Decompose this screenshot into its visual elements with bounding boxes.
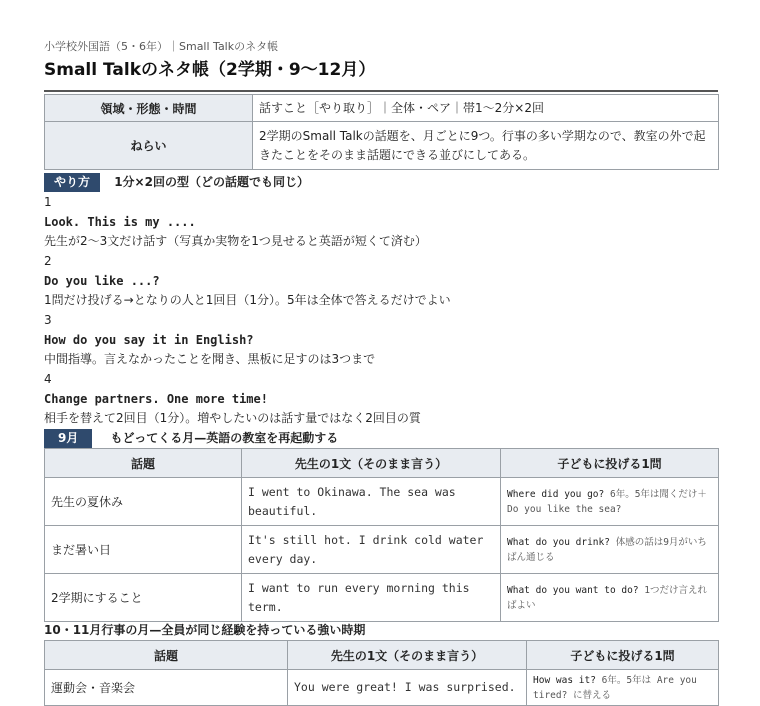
teacher-line-cell: You were great! I was surprised. [288, 670, 527, 706]
step-number: 2 [44, 254, 52, 268]
teacher-line-cell: It's still hot. I drink cold water every day. [242, 526, 501, 574]
question-text: Where did you go? [507, 488, 605, 500]
column-header: 子どもに投げる1問 [501, 449, 719, 478]
page-title: Small Talkのネタ帳（2学期・9〜12月） [44, 60, 376, 80]
question-cell [501, 526, 719, 574]
topic-cell: 2学期にすること [45, 574, 242, 622]
breadcrumb: 小学校外国語（5・6年）｜Small Talkのネタ帳 [44, 40, 279, 53]
info-row [45, 95, 719, 122]
topic-cell: まだ暑い日 [45, 526, 242, 574]
question-cell [501, 574, 719, 622]
info-value: 話すこと［やり取り］｜全体・ペア｜帯1〜2分×2回 [253, 95, 719, 122]
step-english: How do you say it in English? [44, 333, 254, 347]
question-note: 6年。5年は聞くだけ＋Do you like the sea? [507, 488, 707, 515]
table-row [45, 478, 719, 526]
octnov-heading: 10・11月行事の月—全員が同じ経験を持っている強い時期 [44, 623, 366, 637]
step-english: Change partners. One more time! [44, 392, 268, 406]
question-note: 体感の話は9月がいちばん通じる [507, 536, 707, 563]
topic-cell: 運動会・音楽会 [45, 670, 288, 706]
howto-section-header [44, 173, 309, 192]
question-note: 6年。5年は Are you tired? に替える [533, 674, 697, 701]
table-row [45, 526, 719, 574]
table-header-row [45, 641, 719, 670]
step-item [44, 310, 451, 369]
september-section-header [44, 429, 338, 448]
september-heading: もどってくる月—英語の教室を再起動する [110, 431, 339, 445]
step-note: 先生が2〜3文だけ話す（写真か実物を1つ見せると英語が短くて済む） [44, 234, 427, 248]
column-header: 話題 [45, 641, 288, 670]
column-header: 話題 [45, 449, 242, 478]
teacher-line-cell: I went to Okinawa. The sea was beautiful. [242, 478, 501, 526]
column-header: 先生の1文（そのまま言う） [242, 449, 501, 478]
step-english: Do you like ...? [44, 274, 160, 288]
info-key: ねらい [45, 122, 253, 170]
table-row [45, 574, 719, 622]
info-table [44, 94, 719, 170]
info-row [45, 122, 719, 170]
step-note: 中間指導。言えなかったことを聞き、黒板に足すのは3つまで [44, 352, 376, 366]
question-text: What do you drink? [507, 536, 610, 548]
september-tag: 9月 [44, 429, 92, 448]
step-item [44, 192, 451, 251]
question-cell [501, 478, 719, 526]
title-divider [44, 90, 718, 92]
howto-steps [44, 192, 451, 428]
step-item [44, 369, 451, 428]
octnov-table [44, 640, 719, 706]
step-number: 1 [44, 195, 52, 209]
september-table [44, 448, 719, 622]
howto-heading: 1分×2回の型（どの話題でも同じ） [114, 175, 309, 189]
step-note: 相手を替えて2回目（1分）。増やしたいのは話す量ではなく2回目の質 [44, 411, 421, 425]
column-header: 子どもに投げる1問 [527, 641, 719, 670]
question-note: 1つだけ言えればよい [507, 584, 708, 611]
step-note: 1問だけ投げる→となりの人と1回目（1分）。5年は全体で答えるだけでよい [44, 293, 451, 307]
table-header-row [45, 449, 719, 478]
question-text: How was it? [533, 674, 596, 686]
column-header: 先生の1文（そのまま言う） [288, 641, 527, 670]
step-item [44, 251, 451, 310]
topic-cell: 先生の夏休み [45, 478, 242, 526]
step-number: 4 [44, 372, 52, 386]
question-cell [527, 670, 719, 706]
howto-tag: やり方 [44, 173, 100, 192]
question-text: What do you want to do? [507, 584, 639, 596]
teacher-line-cell: I want to run every morning this term. [242, 574, 501, 622]
info-key: 領域・形態・時間 [45, 95, 253, 122]
step-number: 3 [44, 313, 52, 327]
table-row [45, 670, 719, 706]
step-english: Look. This is my .... [44, 215, 196, 229]
info-value: 2学期のSmall Talkの話題を、月ごとに9つ。行事の多い学期なので、教室の外で起きたことをそのまま話題にできる並びにしてある。 [253, 122, 719, 170]
